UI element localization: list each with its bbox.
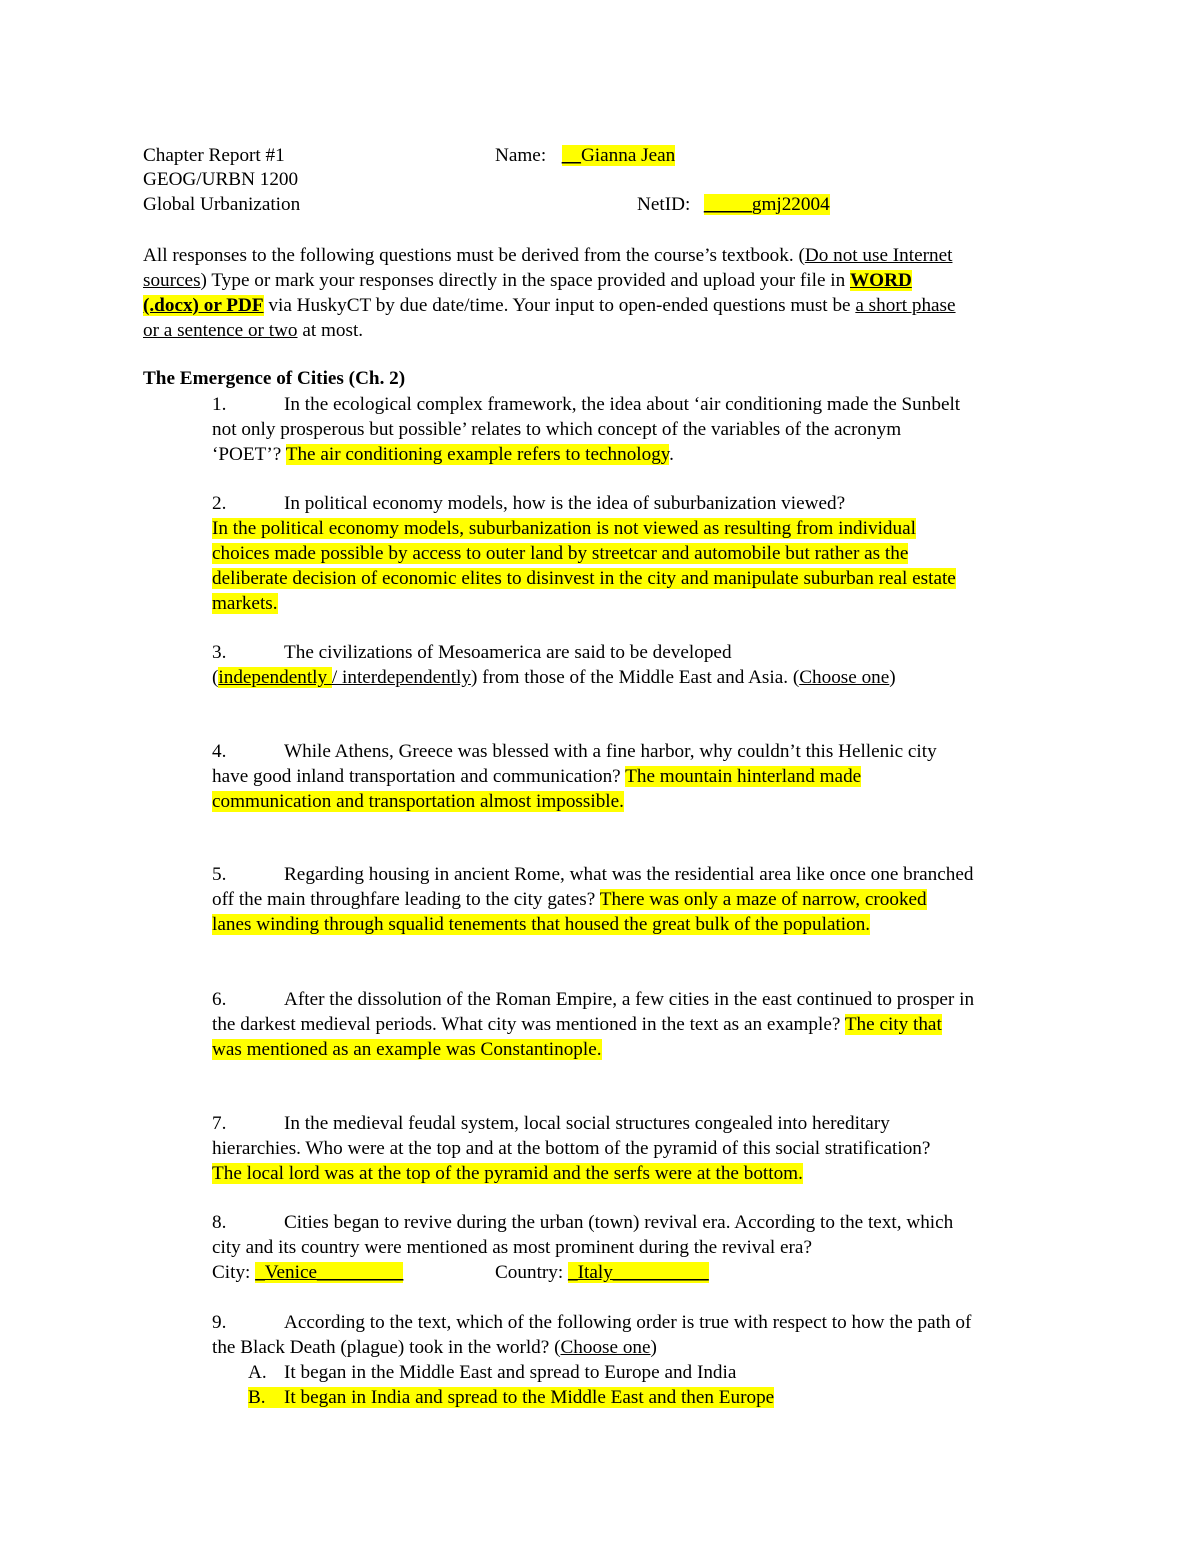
name-row xyxy=(495,144,675,168)
option-b[interactable] xyxy=(212,1385,971,1410)
country-label: Country: xyxy=(495,1262,569,1283)
answer-7[interactable]: The local lord was at the top of the pyramid and the serfs were at the bottom. xyxy=(212,1163,803,1184)
question-number: 4. xyxy=(212,741,227,762)
name-label: Name: xyxy=(495,145,547,166)
question-4: 4. While Athens, Greece was blessed with a fine harbor, why couldn’t this Hellenic city have good inland transportation and communication? The mountain hinterland made communication and transportation almost impossible. xyxy=(212,741,937,812)
question-8: 8. Cities began to revive during the urban (town) revival era. According to the text, which city and its country were mentioned as most prominent during the revival era? City: _Venice_________ Country: _Italy__________ xyxy=(212,1212,954,1283)
answer-2-line-2[interactable]: choices made possible by access to outer land by streetcar and automobile but rather as the xyxy=(212,543,909,564)
question-1: 1. In the ecological complex framework, the idea about ‘air conditioning made the Sunbelt not only prosperous but possible’ relates to which concept of the variables of the acronym ‘POET’? The air conditioning example refers to technology. xyxy=(212,394,961,465)
option-b-selected: B. It began in India and spread to the Middle East and then Europe xyxy=(248,1387,775,1408)
question-3: 3. The civilizations of Mesoamerica are said to be developed (independently / interdependently) from those of the Middle East and Asia. (Choose one) xyxy=(212,642,896,688)
course-code: GEOG/URBN 1200 xyxy=(143,169,299,190)
netid-field[interactable] xyxy=(704,194,830,215)
question-number: 3. xyxy=(212,642,227,663)
answer-4-line-2[interactable]: communication and transportation almost impossible. xyxy=(212,791,624,812)
question-7: 7. In the medieval feudal system, local social structures congealed into hereditary hierarchies. Who were at the top and at the bottom of the pyramid of this social stratification? The local lord was at the top of the pyramid and the serfs were at the bottom. xyxy=(212,1113,931,1184)
question-2: 2. In political economy models, how is the idea of suburbanization viewed? In the political economy models, suburbanization is not viewed as resulting from individual choices made possible by access to outer land by streetcar and automobile but rather as the deliberate decision of economic elites to disinvest in the city and manipulate suburban real estate markets. xyxy=(212,493,956,614)
section-title: The Emergence of Cities (Ch. 2) xyxy=(143,368,406,389)
name-prefix: __ xyxy=(561,145,581,166)
option-a[interactable]: A. It began in the Middle East and spread to Europe and India xyxy=(248,1362,737,1383)
city-label: City: xyxy=(212,1262,256,1283)
answer-5-line-1[interactable]: There was only a maze of narrow, crooked xyxy=(599,889,927,910)
netid-prefix: _____ xyxy=(703,194,752,215)
docx-pdf-format: (.docx) or PDF xyxy=(143,295,264,316)
answer-5-line-2[interactable]: lanes winding through squalid tenements that housed the great bulk of the population. xyxy=(212,914,871,935)
name-value: Gianna Jean xyxy=(580,145,676,166)
choice-interdependently[interactable]: / interdependently xyxy=(331,667,471,688)
answer-1[interactable]: The air conditioning example refers to technology xyxy=(285,444,670,465)
answer-6-line-1[interactable]: The city that xyxy=(844,1014,942,1035)
choice-independently[interactable]: independently xyxy=(218,667,332,688)
question-number: 9. xyxy=(212,1312,227,1333)
report-title: Chapter Report #1 xyxy=(143,145,285,166)
question-number: 2. xyxy=(212,493,227,514)
answer-4-line-1[interactable]: The mountain hinterland made xyxy=(625,766,862,787)
name-field[interactable] xyxy=(562,145,676,166)
netid-label: NetID: xyxy=(637,194,691,215)
question-6: 6. After the dissolution of the Roman Empire, a few cities in the east continued to prosper in the darkest medieval periods. What city was mentioned in the text as an example? The city that was mentioned as an example was Constantinople. xyxy=(212,989,975,1060)
city-answer[interactable]: _Venice_________ xyxy=(255,1262,404,1283)
netid-value: gmj22004 xyxy=(751,194,830,215)
answer-2-line-4[interactable]: markets. xyxy=(212,593,278,614)
question-5: 5. Regarding housing in ancient Rome, what was the residential area like once one branched off the main throughfare leading to the city gates? There was only a maze of narrow, crooked lanes winding through squalid tenements that housed the great bulk of the population. xyxy=(212,864,974,935)
netid-row xyxy=(637,193,830,217)
country-answer[interactable]: _Italy__________ xyxy=(568,1262,709,1283)
question-number: 5. xyxy=(212,864,227,885)
question-9: 9. According to the text, which of the following order is true with respect to how the path of the Black Death (plague) took in the world? (Choose one) A. It began in the Middle East and spread to Europe and India B. It began in India and spread to the Middle East and then Europe xyxy=(212,1312,972,1408)
word-format: WORD xyxy=(849,270,912,291)
course-title: Global Urbanization xyxy=(143,194,301,215)
question-number: 1. xyxy=(212,394,227,415)
answer-2-line-1[interactable]: In the political economy models, suburbanization is not viewed as resulting from individual xyxy=(212,518,916,539)
question-number: 8. xyxy=(212,1212,227,1233)
answer-2-line-3[interactable]: deliberate decision of economic elites to disinvest in the city and manipulate suburban real estate xyxy=(212,568,956,589)
answer-6-line-2[interactable]: was mentioned as an example was Constantinople. xyxy=(212,1039,602,1060)
question-number: 7. xyxy=(212,1113,227,1134)
question-number: 6. xyxy=(212,989,227,1010)
instructions: All responses to the following questions must be derived from the course’s textbook. (Do not use Internet sources) Type or mark your responses directly in the space provided and upload your file in WORD (.docx) or PDF via HuskyCT by due date/time. Your input to open-ended questions must be a short phase or a sentence or two at most. xyxy=(143,245,956,341)
